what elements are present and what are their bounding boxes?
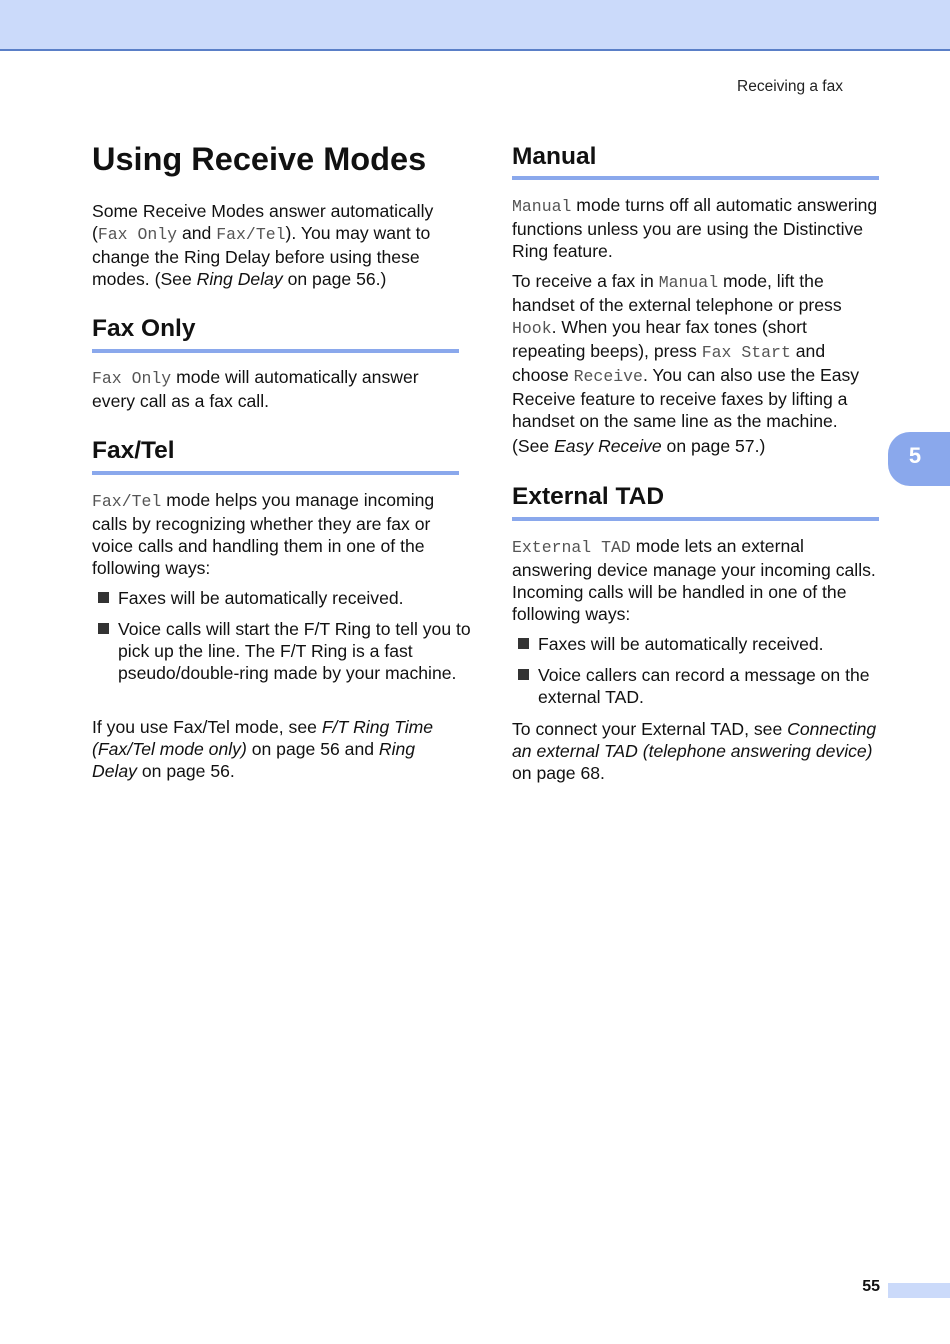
- fax-only-paragraph: Fax Only mode will automatically answer every call as a fax call.: [92, 367, 419, 411]
- bullet-square-icon: [98, 623, 109, 634]
- bullet-square-icon: [518, 638, 529, 649]
- running-head: Receiving a fax: [737, 78, 843, 95]
- page-number: 55: [862, 1278, 880, 1295]
- list-item: Faxes will be automatically received.: [98, 587, 480, 609]
- external-tad-connect-note: To connect your External TAD, see Connecting an external TAD (telephone answering device) on page 68.: [512, 719, 877, 783]
- chapter-tab: [888, 432, 950, 486]
- section-heading-fax-tel: Fax/Tel: [92, 437, 175, 464]
- fax-tel-note: If you use Fax/Tel mode, see F/T Ring Time (Fax/Tel mode only) on page 56 and Ring Delay on page 56.: [92, 717, 434, 781]
- manual-paragraph-2: To receive a fax in Manual mode, lift the handset of the external telephone or press Hook. When you hear fax tones (short repeating beeps), press Fax Start and choose Receive. You can also use the Easy Receive feature to receive faxes by lifting a handset on the same line as the machine.: [512, 271, 860, 431]
- crossref-ft-ring-time: F/T Ring Time (Fax/Tel mode only): [92, 717, 434, 759]
- crossref-ring-delay: Ring Delay: [196, 269, 283, 289]
- bullet-square-icon: [518, 669, 529, 680]
- external-tad-paragraph: External TAD mode lets an external answering device manage your incoming calls. Incoming calls will be handled in one of the following ways:: [512, 536, 876, 624]
- crossref-easy-receive: Easy Receive: [554, 436, 662, 456]
- manual-paragraph-1: Manual mode turns off all automatic answering functions unless you are using the Distinctive Ring feature.: [512, 195, 878, 261]
- fax-tel-paragraph: Fax/Tel mode helps you manage incoming calls by recognizing whether they are fax or voice calls and handling them in one of the following ways:: [92, 490, 435, 578]
- bullet-square-icon: [98, 592, 109, 603]
- intro-paragraph: Some Receive Modes answer automatically (Fax Only and Fax/Tel). You may want to change the Ring Delay before using these modes. (See Ring Delay on page 56.): [92, 201, 434, 289]
- crossref-connecting-external-tad: Connecting an external TAD (telephone answering device): [512, 719, 877, 761]
- section-heading-fax-only: Fax Only: [92, 315, 196, 342]
- page-title: Using Receive Modes: [92, 141, 427, 177]
- heading-rule: [512, 517, 879, 521]
- heading-rule: [92, 349, 459, 353]
- list-item: Faxes will be automatically received.: [518, 633, 900, 655]
- crossref-ring-delay: Ring Delay: [92, 739, 416, 781]
- heading-rule: [92, 471, 459, 475]
- section-heading-manual: Manual: [512, 143, 597, 170]
- chapter-number: 5: [908, 443, 922, 468]
- manual-paragraph-3: (See Easy Receive on page 57.): [512, 436, 766, 456]
- section-heading-external-tad: External TAD: [512, 483, 665, 510]
- list-item: Voice callers can record a message on the external TAD.: [518, 664, 900, 708]
- list-item: Voice calls will start the F/T Ring to tell you to pick up the line. The F/T Ring is a fast pseudo/double-ring made by your machine.: [98, 618, 480, 684]
- footer-tab: [888, 1283, 950, 1298]
- header-band: [0, 0, 950, 51]
- heading-rule: [512, 176, 879, 180]
